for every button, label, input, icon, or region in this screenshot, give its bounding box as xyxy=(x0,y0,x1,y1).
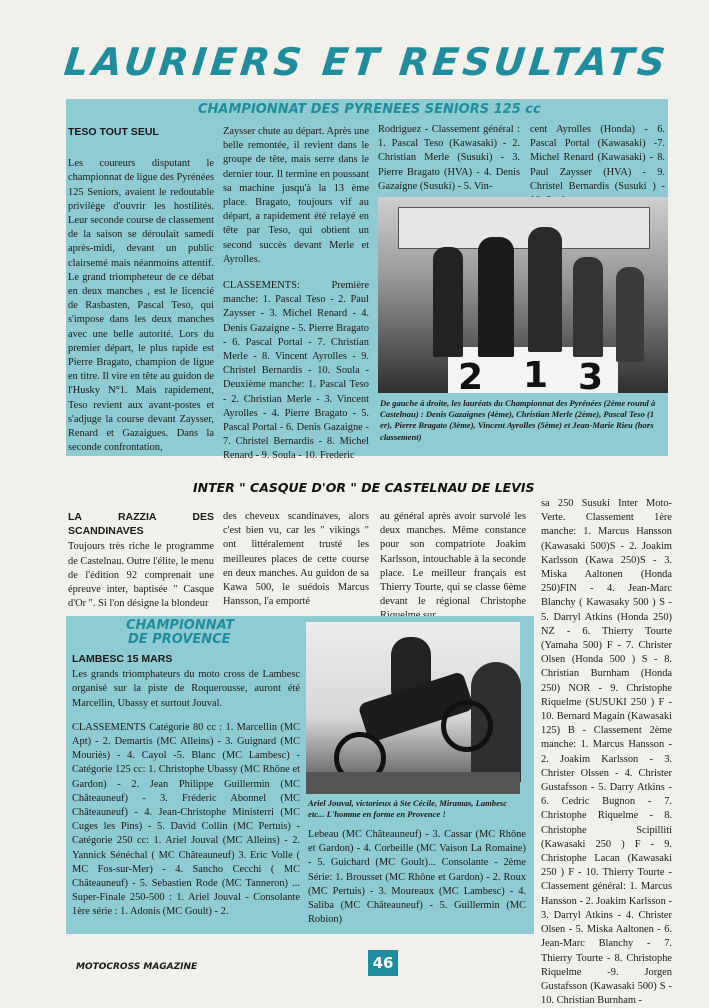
pyrenees-column-3 xyxy=(378,123,520,195)
pyrenees-column-2-text-a: Zaysser chute au départ. Après une belle remontée, il revient dans le groupe de tête, mais serre dans le dernier tour. Il termine en poussant sa machine jusqu'à la 13 ème place. Bragato, toujours vif au départ, a rapidement été relayé en tête par Teso, qui obtient un second succès devant Merle et Ayrolles. xyxy=(223,126,369,265)
footer-magazine-name: MOTOCROSS MAGAZINE xyxy=(76,962,198,972)
casque-dor-column-1 xyxy=(68,510,214,610)
jump-photo-caption: Ariel Jouval, victorieux à Ste Cécile, Miramas, Lambesc etc... L'homme en forme en Provence ! xyxy=(308,798,508,820)
podium-banner xyxy=(398,207,650,249)
pyrenees-column-4-text: cent Ayrolles (Honda) - 6. Pascal Portal (Kawasaki) -7. Michel Renard (Kawasaki) - 8. Paul Zaysser (HVA) - 9. Christel Bernardis (Susuki ) - xyxy=(530,124,665,192)
provence-classements-text: CLASSEMENTS Catégorie 80 cc : 1. Marcellin (MC Apt) - 2. Demartis (MC Alleins) - 3. Guignard (MC Mouriès) - 4. Cayol -5. Blanc (MC Lambesc) - Catégorie 125 cc: 1. Christophe Ubassy (MC Rhône et Gardon) - 2. Jean Philippe Guillermin (MC Châteauneuf) - 3. Fréderic Abonnel (MC Châteauneuf) - 4. Jean-Christophe Ministerri (MC Cuges les Pins) - 5. David Collin (MC Pertuis) - Catégorie 250 cc: 1. Ariel Jouval (MC Alleins) - 2. Yannick Sénéchal ( MC Châteauneuf) 3. Eric Volle ( MC Fos-sur-Mer) - 4. Sancho Cecchi ( MC Châteauneuf) - 5. Sebastien Rode (MC Tanneron) ... Super-Finale 250-500 : 1. Ariel Jouval - Consolante 1ère série : 1. Adonis (MC Goult) - 2. xyxy=(72,721,300,918)
page-number: 46 xyxy=(368,950,398,976)
casque-dor-column-2-text: des cheveux scandinaves, alors c'est bien vu, car les " vikings " ont littéralement trusté les meilleures places de cette course en deux manches. Au guidon de sa Kawa 500, le suédois Marcus Hansson, l'a emporté xyxy=(223,511,369,608)
podium-photo xyxy=(378,197,668,398)
pyrenees-column-1-text: Les coureurs disputant le championnat de ligue des Pyrénées 125 Seniors, avaient le redoutable privilège d'ouvrir les hostilités. Leur seconde course de classement de la saison se déroulait samedi après-midi, devant un public clairsemé mais néanmoins attentif. Le grand triompheteur de ce débat en deux manches , est le licencié de Rasbasten, Pascal Teso, qui s'impose dans les deux manches avec une belle autorité. Lors du premier départ, le plus rapide est Pierre Bragato, champion de ligue en titre. Il vire en tête au guidon de l'Husky N°1. Mais rapidement, Teso revient aux avant-postes et s'adjuge la course devant Zaysser, Renard et Gazaigues. Dans la seconde confrontation, xyxy=(68,158,215,454)
casque-dor-column-3 xyxy=(380,510,526,614)
jump-photo xyxy=(306,622,520,794)
podium-number-2: 2 xyxy=(458,357,484,398)
pyrenees-headline: TESO TOUT SEUL xyxy=(68,126,159,138)
casque-dor-column-4 xyxy=(541,497,672,1007)
casque-dor-column-1-text: Toujours très riche le programme de Castelnau. Outre l'élite, le menu de l'édition 92 comprenait une épreuve inter, baptisée " Casque d'Or ". Si l'on désigne la blondeur xyxy=(68,541,214,610)
pyrenees-column-2 xyxy=(223,125,369,462)
podium-photo-caption: De gauche à droite, les lauréats du Championnat des Pyrénées (2ème round à Castelnau) : Denis Gazaignes (4ème), Christian Merle (2ème), Pascal Teso (1 er), Pierre Bragato (3ème), Vincent Ayrolles (5ème) et Jean-Marie Rieu (hors classement) xyxy=(380,398,656,442)
section-provence-title-line1: CHAMPIONNAT xyxy=(126,618,235,633)
crowd-band xyxy=(306,772,520,794)
rider-figure xyxy=(478,237,514,357)
podium-number-3: 3 xyxy=(578,357,604,398)
casque-dor-column-3-text: au général après avoir survolé les deux manches. Même constance pour son compatriote Joakim Karlsson, intouchable à la seconde place. Le meilleur français est Thierry Tourte, qui se classe 6ème devant le régional Christophe xyxy=(380,511,526,608)
podium-number-1: 1 xyxy=(523,355,549,396)
section-casque-dor-title: INTER " CASQUE D'OR " DE CASTELNAU DE LEVIS xyxy=(193,480,535,495)
casque-dor-results-text: sa 250 Susuki Inter Moto- Verte. Classement 1ère manche: 1. Marcus Hansson (Kawasaki 500)S - 2. Joakim Karlsson (Kawa 250)S - 3. Miska Aaltonen (Honda 250)FIN - 4. Jean-Marc Blanchy ( Kawasaky 500 ) S - 5. Darryl Atkins (Honda 250) NZ - 6. Thierry Tourte (Yamaha 500) F - 7. Christer Olsen (Honda 500 ) S - 8. Christian Burnham (Honda 250) NOR - 9. Christophe Riquelme (SUSUKI 250 ) F - 10. Bernard Magain (Kawasaki 125) B - Classement 2ème manche: 1. Marcus Hansson - 2. Joakim Karlsson - 3. Christer Olssen - 4. Christer Gustafsson - 5. Darry Atkins - 6. Cedric Bugnon - 7. Christophe Riquelme - 8. Christophe Scipilliti (Kawasaki 250 ) F - 9. Christophe Lacan (Kawasaki 250 ) F - 10. Thierry Tourte - Classement général: 1. Marcus Hansson - 2. Joakim Karlsson - 3. Darryl Atkins - 4. Christer Olsen - 5. Miska Aaltonen - 6. Jean-Marc Blanchy - 7. Thierry Tourte - 8. Christophe Riquelme -9. Jorgen Gustafsson (Kawasaki 500) S - 10. Christian Burnham - xyxy=(541,498,672,1007)
rear-wheel xyxy=(441,700,493,752)
provence-column-1 xyxy=(72,652,300,932)
pyrenees-column-3-text: Rodriguez - Classement général : 1. Pascal Teso (Kawasaki) - 2. Christian Merle (Susuki) - 3. Pierre Bragato (HVA) - 4. Denis Gazaigne (Susuki) - 5. Vin- xyxy=(378,124,520,192)
casque-dor-headline: LA RAZZIA DES SCANDINAVES xyxy=(68,511,214,538)
section-pyrenees-title: CHAMPIONNAT DES PYRENEES SENIORS 125 cc xyxy=(198,102,541,117)
provence-column-2 xyxy=(308,828,526,932)
provence-headline: LAMBESC 15 MARS xyxy=(72,653,173,665)
pyrenees-column-4 xyxy=(530,123,665,195)
rider-figure xyxy=(433,247,463,357)
provence-column-2-text: Lebeau (MC Châteauneuf) - 3. Cassar (MC Rhône et Gardon) - 4. Corbeille (MC Vaison La Romaine) - 5. Guichard (MC Goult)... Consolante - 2ème Série: 1. Brousset (MC Rhône et Gardon) - 2. Roux (MC Pertuis) - 3. Moureaux (MC Lambesc) - 4. Saliba (MC Châteauneuf) - 5. Guillermin (MC Robion) xyxy=(308,829,526,926)
section-provence-title-line2: DE PROVENCE xyxy=(128,632,231,647)
rider-figure xyxy=(616,267,644,362)
page-masthead: LAURIERS ET RESULTATS xyxy=(62,40,672,84)
pyrenees-column-1 xyxy=(68,125,214,455)
casque-dor-column-2 xyxy=(223,510,369,614)
rider-figure xyxy=(528,227,562,352)
pyrenees-classements-text: CLASSEMENTS: Première manche: 1. Pascal Teso - 2. Paul Zaysser - 3. Michel Renard - 4. Denis Gazaigne - 5. Pierre Bragato - 6. Pascal Portal - 7. Christian Merle - 8. Vincent Ayrolles - 9. Christel Bernardis - 10. Soula - Deuxième manche: 1. Pascal Teso - 2. Christian Merle - 3. Vincent Ayrolles - 4. Pierre Bragato - 5. Pascal Portal - 6. Denis Gazaigne - 7. Christel Bernardis - 8. Michel Renard - 9. Soula - 10. Frederic xyxy=(223,280,369,462)
rider-figure xyxy=(573,257,603,357)
provence-intro-text: Les grands triomphateurs du moto cross de Lambesc organisé sur la piste de Roquerousse, auront été Marcellin, Ubassy et surtout Jouval. xyxy=(72,669,300,709)
